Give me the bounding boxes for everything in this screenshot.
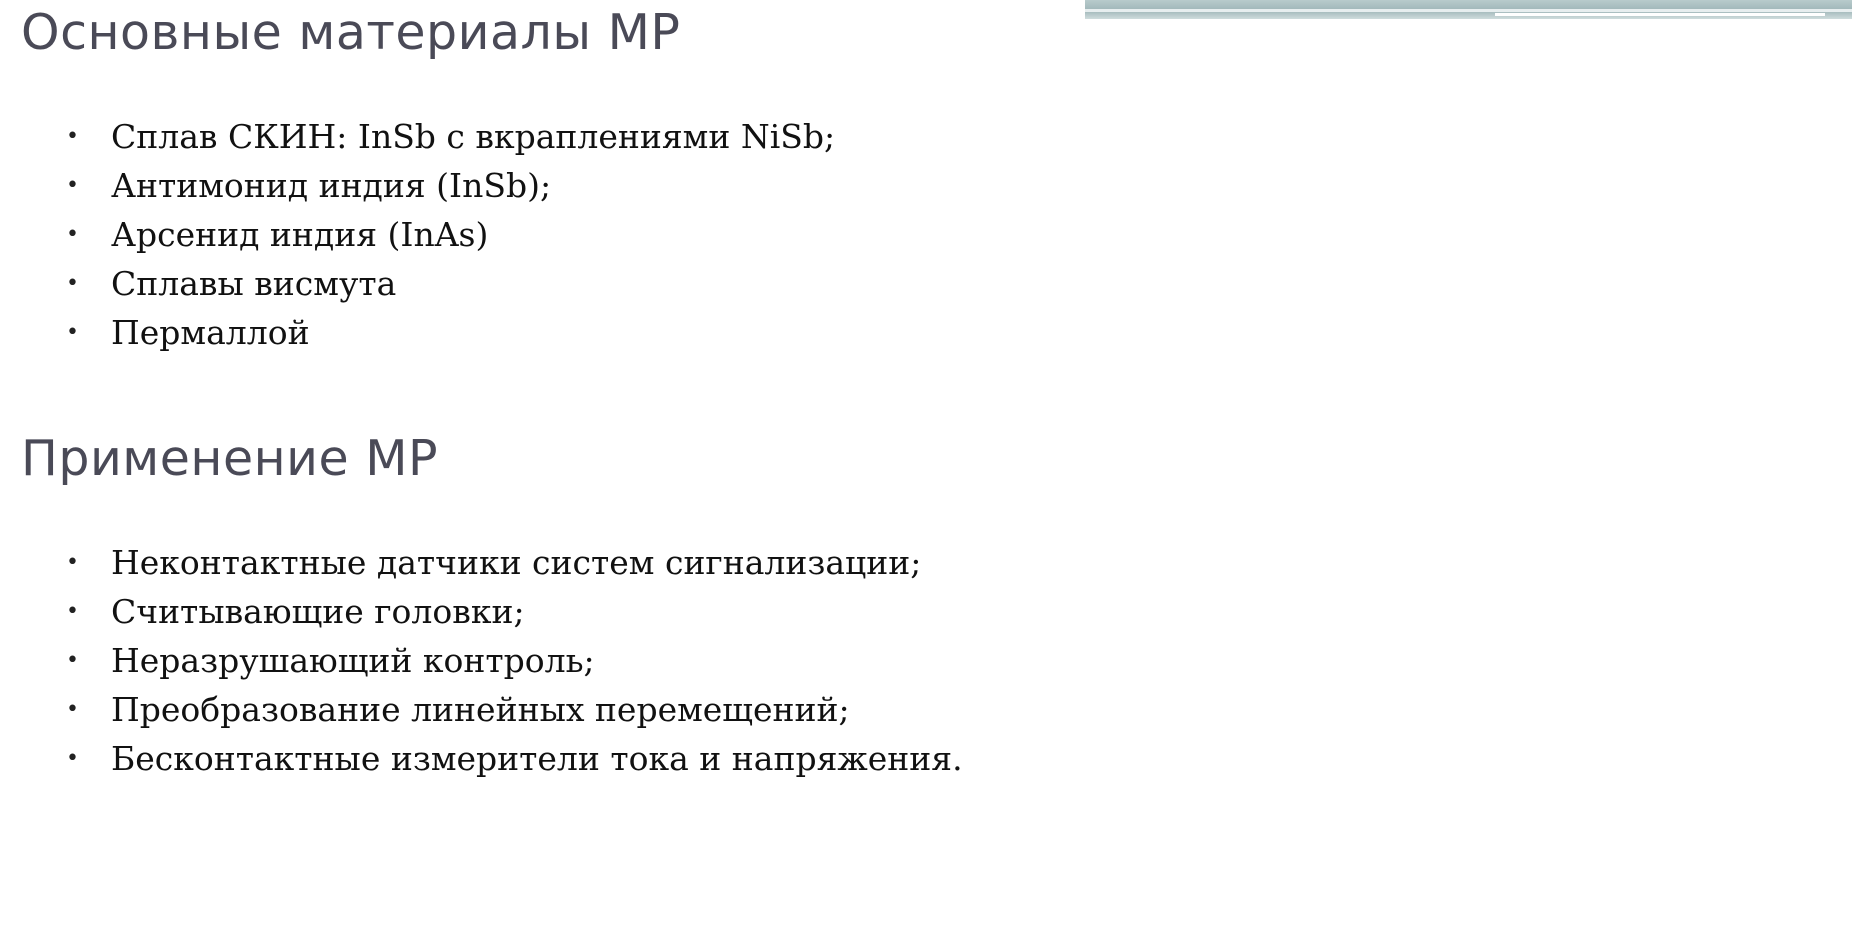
bullet-icon: • (66, 746, 79, 771)
applications-list (60, 538, 963, 783)
list-item-text: Считывающие головки; (111, 592, 525, 631)
bullet-icon: • (66, 320, 79, 345)
list-item (60, 308, 835, 357)
list-item-text: Неконтактные датчики систем сигнализации; (111, 543, 922, 582)
bullet-icon: • (66, 550, 79, 575)
list-item (60, 587, 963, 636)
list-item (60, 685, 963, 734)
bullet-icon: • (66, 173, 79, 198)
list-item (60, 734, 963, 783)
list-item (60, 259, 835, 308)
section-title-materials: Основные материалы МР (21, 4, 681, 61)
list-item-text: Преобразование линейных перемещений; (111, 690, 850, 729)
list-item (60, 636, 963, 685)
bullet-icon: • (66, 697, 79, 722)
materials-list (60, 112, 835, 357)
list-item-text: Пермаллой (111, 313, 310, 352)
list-item (60, 112, 835, 161)
bullet-icon: • (66, 271, 79, 296)
list-item (60, 161, 835, 210)
list-item-text: Бесконтактные измерители тока и напряжения. (111, 739, 963, 778)
list-item-text: Сплав СКИН: InSb с вкраплениями NiSb; (111, 117, 836, 156)
bullet-icon: • (66, 599, 79, 624)
list-item-text: Неразрушающий контроль; (111, 641, 595, 680)
bullet-icon: • (66, 648, 79, 673)
list-item (60, 210, 835, 259)
bullet-icon: • (66, 222, 79, 247)
decorative-accent-bar (1085, 0, 1852, 19)
list-item (60, 538, 963, 587)
list-item-text: Арсенид индия (InAs) (111, 215, 489, 254)
bullet-icon: • (66, 124, 79, 149)
section-title-applications: Применение МР (21, 430, 439, 487)
list-item-text: Антимонид индия (InSb); (111, 166, 552, 205)
list-item-text: Сплавы висмута (111, 264, 397, 303)
